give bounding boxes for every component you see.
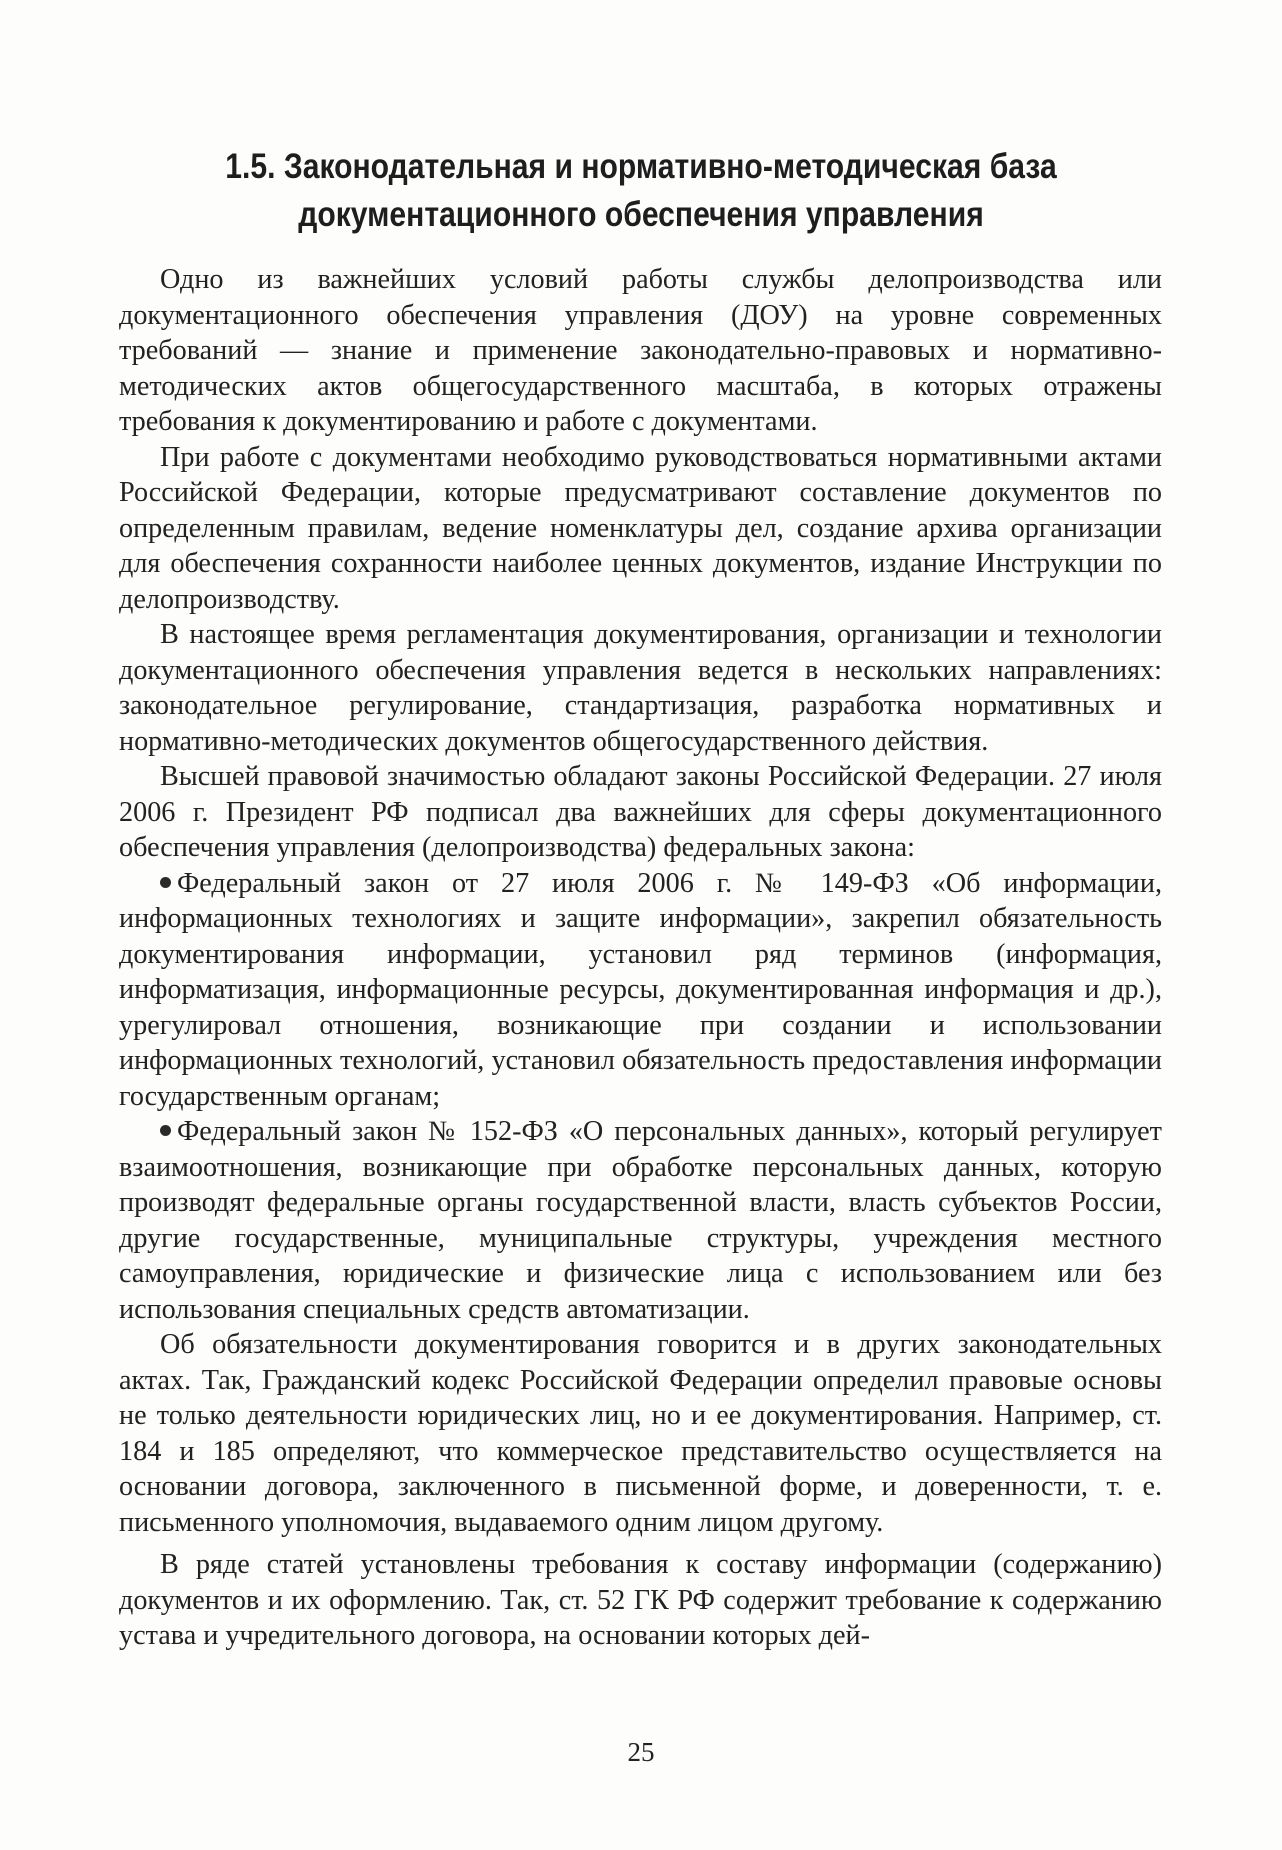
paragraph	[119, 1547, 1162, 1654]
bullet-text: Федеральный закон от 27 июля 2006 г. № 149-ФЗ «Об информации, информационных технологиях и защите информации», закрепил обязательность документирования информации, установил ряд терминов (информация, информатизация, информационные ресурсы, документированная информация и др.), урегулировал отношения, возникающие при создании и использовании информационных технологий, установил обязательность предоставления информации государственным органам;	[119, 867, 1162, 1112]
paragraph-text: В настоящее время регламентация документирования, организации и технологии документационного обеспечения управления ведется в нескольких направлениях: законодательное регулирование, стандартизация, разработка нормативных и нормативно-методических документов общегосударственного действия.	[119, 619, 1162, 757]
section-heading	[193, 143, 1089, 239]
paragraph	[119, 1327, 1162, 1540]
page-number: 25	[627, 1737, 655, 1767]
bullet-icon	[160, 1125, 171, 1136]
body-text	[119, 262, 1162, 1654]
paragraph-text: При работе с документами необходимо руководствоваться нормативными актами Российской Федерации, которые предусматривают составление документов по определенным правилам, ведение номенклатуры дел, создание архива организации для обеспечения сохранности наиболее ценных документов, издание Инструкции по делопроизводству.	[119, 441, 1162, 615]
bullet-item	[119, 1114, 1162, 1327]
paragraph-text: Высшей правовой значимостью обладают законы Российской Федерации. 27 июля 2006 г. Президент РФ подписал два важнейших для сферы документационного обеспечения управления (делопроизводства) федеральных закона:	[119, 761, 1162, 863]
bullet-item	[119, 866, 1162, 1115]
bullet-text: Федеральный закон № 152-ФЗ «О персональных данных», который регулирует взаимоотношения, возникающие при обработке персональных данных, которую производят федеральные органы государственной власти, власть субъектов России, другие государственные, муниципальные структуры, учреждения местного самоуправления, юридические и физические лица с использованием или без использования специальных средств автоматизации.	[119, 1116, 1162, 1325]
section-heading-line-1: 1.5. Законодательная и нормативно-методическая база	[225, 147, 1057, 186]
paragraph	[119, 262, 1162, 440]
section-heading-line-2: документационного обеспечения управления	[298, 195, 984, 234]
bullet-icon	[160, 877, 171, 888]
paragraph-text: Об обязательности документирования говорится и в других законодательных актах. Так, Гражданский кодекс Российской Федерации определил правовые основы не только деятельности юридических лиц, но и ее документирования. Например, ст. 184 и 185 определяют, что коммерческое представительство осуществляется на основании договора, заключенного в письменной форме, и доверенности, т. е. письменного уполномочия, выдаваемого одним лицом другому.	[119, 1329, 1162, 1538]
paragraph	[119, 617, 1162, 759]
paragraph-text: В ряде статей установлены требования к составу информации (содержанию) документов и их оформлению. Так, ст. 52 ГК РФ содержит требование к содержанию устава и учредительного договора, на основании которых дей-	[119, 1549, 1162, 1651]
paragraph	[119, 759, 1162, 866]
paragraph-text: Одно из важнейших условий работы службы делопроизводства или документационного обеспечения управления (ДОУ) на уровне современных требований — знание и применение законодательно-правовых и нормативно-методических актов общегосударственного масштаба, в которых отражены требования к документированию и работе с документами.	[119, 264, 1162, 437]
paragraph	[119, 440, 1162, 618]
